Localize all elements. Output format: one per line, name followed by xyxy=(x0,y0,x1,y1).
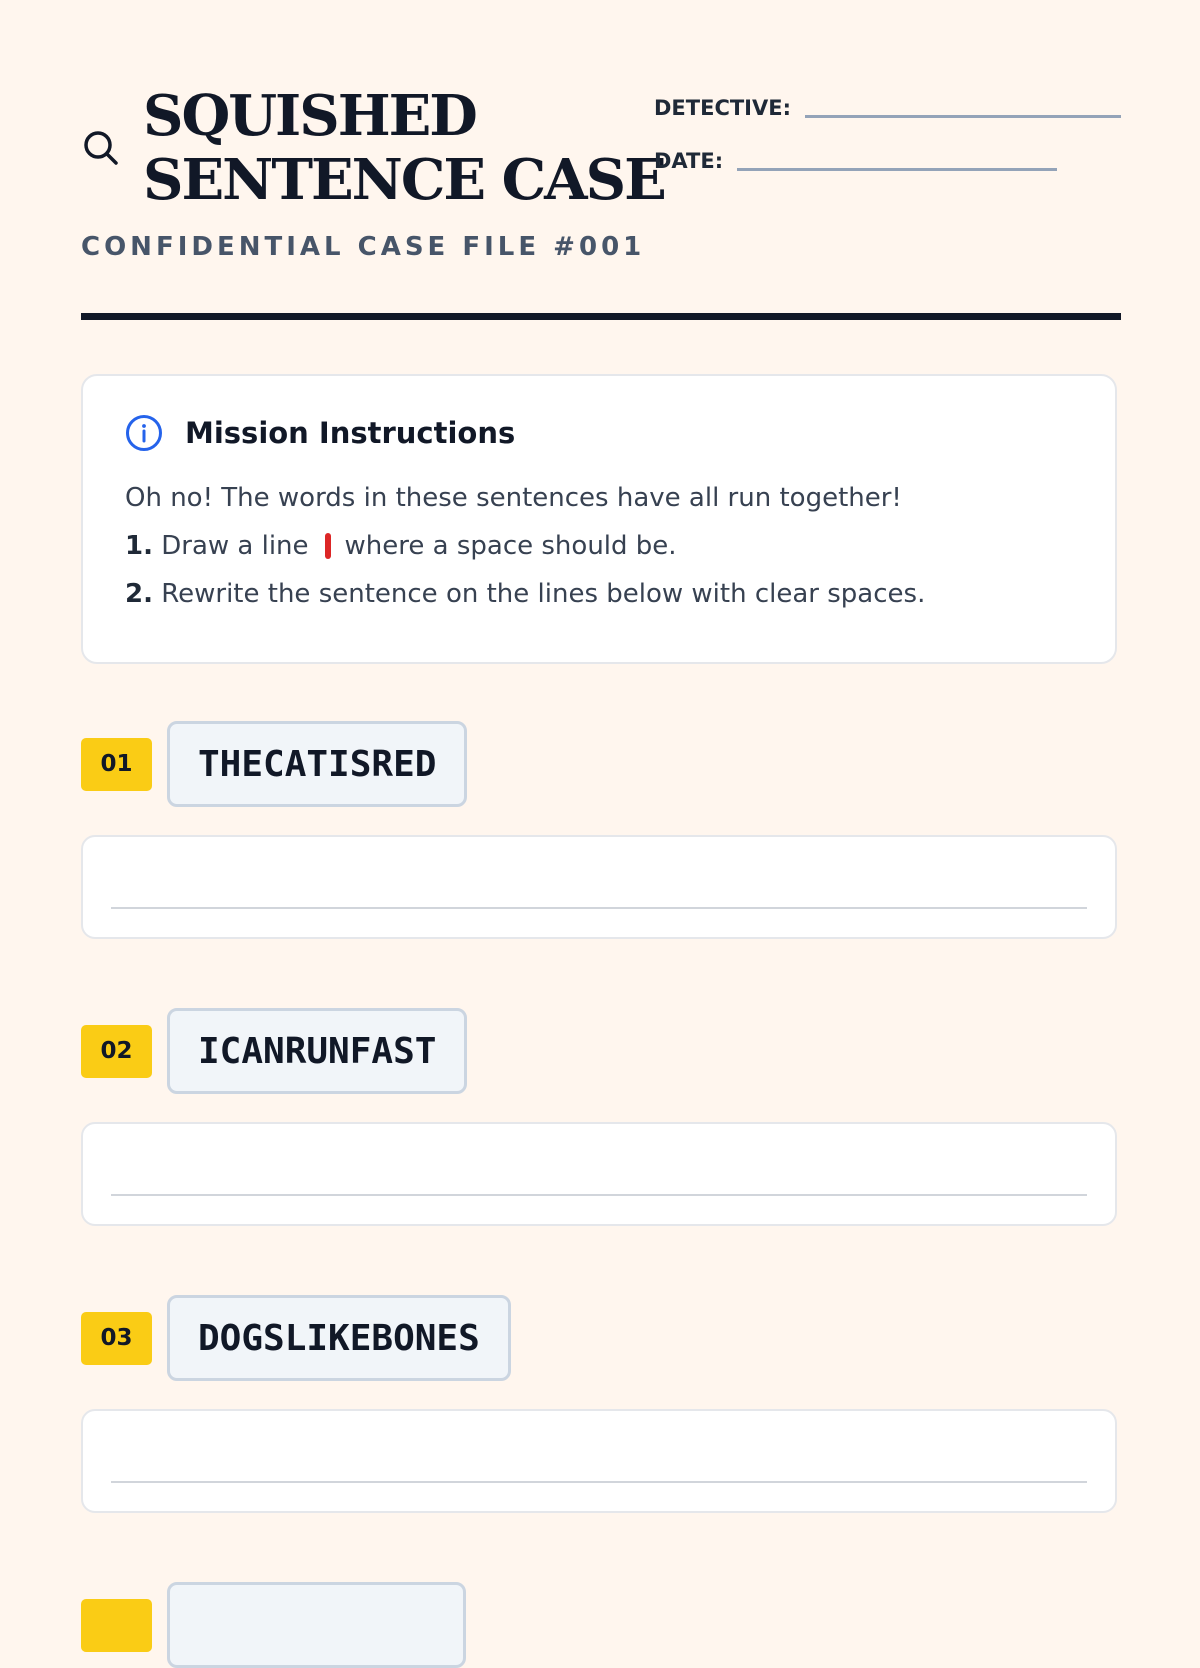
case-header xyxy=(81,1008,1121,1094)
info-icon xyxy=(125,414,163,452)
instructions-card xyxy=(81,374,1117,664)
case-item-2 xyxy=(81,1008,1121,1226)
page-title-line-1: SQUISHED xyxy=(143,83,476,149)
detective-write-line[interactable] xyxy=(805,115,1121,118)
answer-box[interactable] xyxy=(81,1409,1117,1513)
header-divider xyxy=(81,313,1121,320)
case-header xyxy=(81,1295,1121,1381)
case-header xyxy=(81,1582,1121,1668)
case-item-1 xyxy=(81,721,1121,939)
instructions-title: Mission Instructions xyxy=(185,416,516,450)
instructions-intro: Oh no! The words in these sentences have all run together! xyxy=(125,483,902,513)
instructions-step-2 xyxy=(125,570,1073,618)
detective-label: DETECTIVE: xyxy=(654,96,791,120)
answer-write-line xyxy=(111,1194,1087,1196)
case-file-subtitle: CONFIDENTIAL CASE FILE #001 xyxy=(81,232,646,262)
search-icon xyxy=(81,128,121,168)
answer-write-line xyxy=(111,1481,1087,1483)
worksheet-header xyxy=(81,0,1121,280)
step-2-text: Rewrite the sentence on the lines below with clear spaces. xyxy=(161,579,926,609)
squished-sentence[interactable]: ICANRUNFAST xyxy=(167,1008,467,1094)
answer-box[interactable] xyxy=(81,1122,1117,1226)
squished-sentence[interactable]: THECATISRED xyxy=(167,721,467,807)
instructions-step-1 xyxy=(125,522,1073,570)
date-label: DATE: xyxy=(654,149,724,173)
case-number-badge xyxy=(81,1599,152,1652)
worksheet-page xyxy=(81,0,1121,280)
detective-field xyxy=(654,84,1121,120)
squished-sentence[interactable]: DOGSLIKEBONES xyxy=(167,1295,511,1381)
step-1-text-after: where a space should be. xyxy=(344,531,677,561)
squished-sentence[interactable] xyxy=(167,1582,466,1668)
answer-write-line xyxy=(111,907,1087,909)
page-title-line-2: SENTENCE CASE xyxy=(143,147,665,213)
step-1-text-before: Draw a line xyxy=(161,531,309,561)
date-field xyxy=(654,137,1121,173)
case-number-badge: 02 xyxy=(81,1025,152,1078)
title-row xyxy=(81,84,665,212)
case-item-4-partial xyxy=(81,1582,1121,1668)
instructions-heading xyxy=(125,414,1073,452)
case-number-badge: 01 xyxy=(81,738,152,791)
header-fields xyxy=(654,84,1121,190)
case-number-badge: 03 xyxy=(81,1312,152,1365)
red-line-mark xyxy=(325,533,331,559)
case-header xyxy=(81,721,1121,807)
case-item-3 xyxy=(81,1295,1121,1513)
answer-box[interactable] xyxy=(81,835,1117,939)
step-1-number: 1. xyxy=(125,531,153,561)
page-title xyxy=(143,84,665,212)
date-write-line[interactable] xyxy=(737,168,1057,171)
step-2-number: 2. xyxy=(125,579,153,609)
